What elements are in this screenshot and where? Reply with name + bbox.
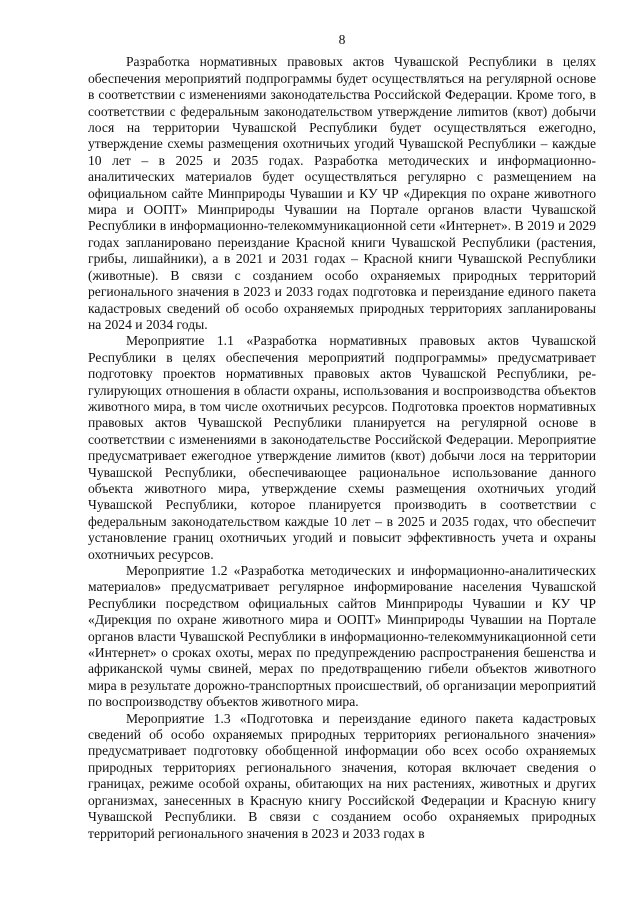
paragraph-intro: Разработка нормативных правовых актов Чувашской Республики в целях обеспечения мероприятий подпрограммы будет осуществляться на регулярной основе в соответствии с изменениями законодательства Российской Федерации. Кроме того, в соответствии с федеральным законодательством утверждение лиmитов (квот) добычи лося на территории Чувашской Республики будет осуществляться ежегодно, утверждение схемы размещения охотничьих угодий Чувашской Республики – каждые 10 лет – в 2025 и 2035 годах. Разработка методических и информационно-аналитических материалов будет осуществляться регулярно с размещением на официальном сайте Минприроды Чувашии и КУ ЧР «Дирекция по охране животного мира и ООПТ» Минприроды Чувашии на Портале органов власти Чувашской Республики в информационно-телекоммуникационной сети «Интернет». В 2019 и 2029 годах запланировано переиздание Красной книги Чувашской Республики (растения, грибы, лишайники), а в 2021 и 2031 годах – Красной книги Чувашской Республики (животные). В связи с созданием особо охраняемых природных территорий регионального значения в 2023 и 2033 годах подготовка и переиздание единого пакета кадастровых сведений об особо охраняемых природных территориях запланированы на 2024 и 2034 годы.	[88, 54, 596, 332]
paragraph-measure-1-1: Мероприятие 1.1 «Разработка нормативных правовых актов Чувашской Республики в целях обеспечения мероприятий подпрограммы» предусматривает подготовку проектов нормативных правовых актов Чувашской Республики, регулирующих отношения в области охраны, использования и воспроизводства объектов животного мира, в том числе охотничьих ресурсов. Подготовка проектов нормативных правовых актов Чувашской Республики планируется на регулярной основе в соответствии с изменениями в законодательстве Российской Федерации. Мероприятие предусматривает ежегодное утверждение лимитов (квот) добычи лося на территории Чувашской Республики, обеспечивающее рациональное использование данного объекта животного мира, утверждение схемы размещения охотничьих угодий Чувашской Республики, которое планируется производить в соответствии с федеральным законодательством каждые 10 лет – в 2025 и 2035 годах, что обеспечит установление границ охотничьих угодий и повысит эффективность учета и охраны охотничьих ресурсов.	[88, 333, 596, 562]
document-page	[88, 32, 596, 842]
paragraph-measure-1-3: Мероприятие 1.3 «Подготовка и переиздание единого пакета кадастровых сведений об особо охраняемых природных территориях регионального значения» предусматривает подготовку обобщенной информации обо всех особо охраняемых природных территориях регионального значения, которая включает сведения о границах, режиме особой охраны, обитающих на них растениях, животных и других организмах, занесенных в Красную книгу Российской Федерации и Красную книгу Чувашской Республики. В связи с созданием особо охраняемых природных территорий регионального значения в 2023 и 2033 годах в	[88, 710, 596, 841]
page-number: 8	[338, 32, 346, 47]
paragraph-measure-1-2: Мероприятие 1.2 «Разработка методических и информационно-аналитических материалов» предусматривает регулярное информирование населения Чувашской Республики посредством официальных сайтов Минприроды Чувашии и КУ ЧР «Дирекция по охране животного мира и ООПТ» Минприроды Чувашии на Портале органов власти Чувашской Республики в информационно-телекоммуникационной сети «Интернет» о сроках охоты, мерах по предупреждению распространения бешенства и африканской чумы свиней, мерах по предотвращению гибели объектов животного мира в результате дорожно-транспортных происшествий, об организации мероприятий по воспроизводству объектов животного мира.	[88, 563, 596, 710]
